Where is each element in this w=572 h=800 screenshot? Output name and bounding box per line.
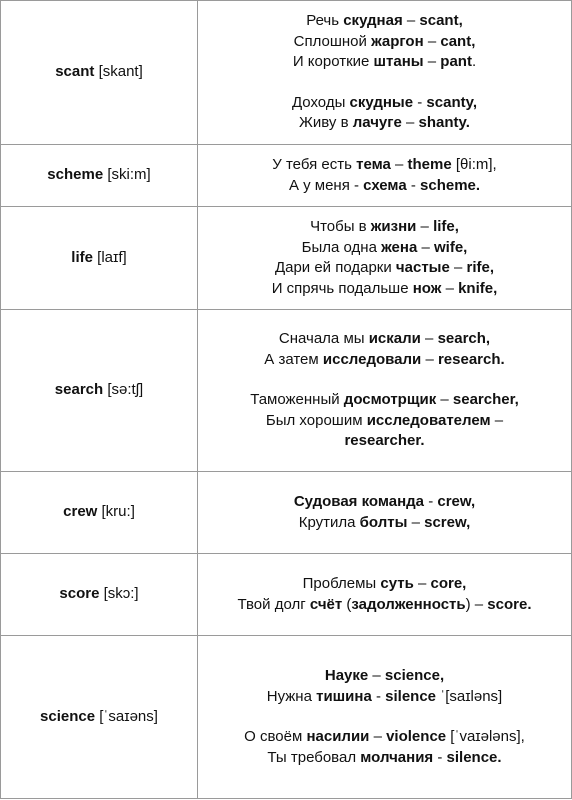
line-text: Нужна <box>266 687 317 705</box>
rhyme-cell <box>198 310 572 472</box>
english-word: science <box>40 707 96 725</box>
keyword: shanty. <box>418 114 470 132</box>
rhyme-line <box>198 431 571 452</box>
rhyme-line <box>198 11 571 32</box>
table-row <box>1 472 572 554</box>
line-text: – <box>401 114 419 132</box>
english-word: scheme <box>47 166 104 184</box>
keyword: scant, <box>419 12 463 30</box>
word-cell <box>1 554 198 636</box>
line-text: – <box>402 12 420 30</box>
keyword: жизни <box>370 218 417 235</box>
stanza-gap <box>198 370 571 390</box>
rhyme-line <box>198 258 571 279</box>
keyword: scanty, <box>426 93 478 111</box>
rhyme-line <box>198 279 571 300</box>
vocabulary-table-body <box>1 1 572 799</box>
line-text: – <box>369 728 387 745</box>
rhyme-line <box>198 492 571 513</box>
keyword: схема <box>363 176 407 194</box>
rhyme-line <box>198 176 571 197</box>
keyword: исследовали <box>322 350 422 368</box>
english-word: crew <box>63 503 98 521</box>
keyword: theme <box>407 156 452 173</box>
line-text: - <box>413 93 427 111</box>
english-word: life <box>71 248 93 266</box>
keyword: скудные <box>349 93 414 111</box>
rhyme-cell <box>198 145 572 207</box>
rhyme-cell <box>198 207 572 310</box>
line-text: [θi:m], <box>451 156 497 173</box>
rhyme-line <box>198 32 571 53</box>
line-text: - <box>424 493 438 510</box>
line-text: – <box>416 218 434 235</box>
rhyme-line <box>198 217 571 238</box>
line-text: – <box>423 53 441 71</box>
keyword: счёт <box>309 595 343 613</box>
line-text: - <box>433 748 447 766</box>
line-text: А у меня - <box>288 176 364 194</box>
keyword: скудная <box>343 12 403 30</box>
keyword: research. <box>437 350 505 368</box>
keyword: rife, <box>466 259 495 276</box>
rhyme-line <box>198 727 571 748</box>
rhyme-cell <box>198 1 572 145</box>
keyword: тема <box>356 156 391 173</box>
transcription: [skɔ:] <box>103 585 139 603</box>
line-text: – <box>407 513 425 531</box>
keyword: science, <box>384 667 445 684</box>
keyword: нож <box>412 279 442 297</box>
line-text: Ты требовал <box>267 748 361 766</box>
line-text: – <box>423 32 441 50</box>
english-word: search <box>54 381 104 399</box>
keyword: Судовая команда <box>293 493 425 510</box>
line-text: ( <box>342 595 352 613</box>
line-text: Таможенный <box>250 391 344 409</box>
keyword: researcher. <box>344 432 425 450</box>
word-cell <box>1 472 198 554</box>
line-text: А затем <box>264 350 323 368</box>
keyword: score. <box>487 595 532 613</box>
keyword: жена <box>381 238 418 256</box>
table-row <box>1 554 572 636</box>
word-cell <box>1 636 198 799</box>
keyword: search, <box>437 330 491 348</box>
keyword: тишина <box>316 687 372 705</box>
word-cell <box>1 145 198 207</box>
keyword: исследователем <box>366 411 491 429</box>
keyword: cant, <box>440 32 476 50</box>
line-text: И спрячь подальше <box>271 279 413 297</box>
rhyme-line <box>198 687 571 708</box>
line-text: – <box>420 330 438 348</box>
word-cell <box>1 1 198 145</box>
line-text: Была одна <box>301 238 382 256</box>
word-cell <box>1 310 198 472</box>
line-text: ) – <box>465 595 488 613</box>
table-row <box>1 310 572 472</box>
keyword: насилии <box>306 728 370 745</box>
keyword: core, <box>430 575 467 592</box>
line-text: – <box>413 575 431 592</box>
line-text: И короткие <box>292 53 374 71</box>
transcription: [ˈsaɪəns] <box>99 707 158 725</box>
transcription: [ski:m] <box>107 166 151 184</box>
keyword: частые <box>395 259 450 276</box>
line-text: - <box>406 176 421 194</box>
line-text: Твой долг <box>237 595 310 613</box>
line-text: Дари ей подарки <box>274 259 396 276</box>
keyword: задолженность <box>351 595 466 613</box>
keyword: pant <box>440 53 472 71</box>
line-text: [ˈvaɪələns], <box>446 728 525 745</box>
line-text: Чтобы в <box>310 218 371 235</box>
keyword: молчания <box>360 748 434 766</box>
keyword: лачуге <box>352 114 402 132</box>
line-text: – <box>436 391 453 409</box>
line-text: Речь <box>306 12 344 30</box>
keyword: screw, <box>424 513 471 531</box>
rhyme-line <box>198 93 571 114</box>
rhyme-line <box>198 155 571 176</box>
line-text: – <box>390 156 408 173</box>
rhyme-line <box>198 390 571 411</box>
line-text: – <box>441 279 459 297</box>
line-text: . <box>471 53 477 71</box>
line-text: О своём <box>244 728 307 745</box>
english-word: score <box>59 585 100 603</box>
keyword: wife, <box>433 238 468 256</box>
line-text: Крутила <box>298 513 360 531</box>
line-text: – <box>449 259 467 276</box>
keyword: silence <box>385 687 437 705</box>
transcription: [skant] <box>98 63 143 81</box>
keyword: Науке <box>324 667 369 684</box>
line-text: ˈ[saɪləns] <box>436 687 503 705</box>
rhyme-line <box>198 350 571 371</box>
line-text: – <box>490 411 504 429</box>
rhyme-line <box>198 595 571 616</box>
line-text: – <box>421 350 438 368</box>
keyword: searcher, <box>452 391 519 409</box>
rhyme-line <box>198 329 571 350</box>
rhyme-line <box>198 113 571 134</box>
rhyme-line <box>198 513 571 534</box>
english-word: scant <box>55 63 95 81</box>
line-text: – <box>368 667 385 684</box>
table-row <box>1 145 572 207</box>
keyword: crew, <box>437 493 476 510</box>
rhyme-line <box>198 574 571 595</box>
keyword: жаргон <box>371 32 424 50</box>
keyword: штаны <box>373 53 424 71</box>
rhyme-line <box>198 52 571 73</box>
keyword: искали <box>368 330 421 348</box>
keyword: knife, <box>458 279 498 297</box>
rhyme-line <box>198 411 571 432</box>
line-text: Сначала мы <box>278 330 369 348</box>
rhyme-cell <box>198 636 572 799</box>
keyword: суть <box>380 575 414 592</box>
keyword: scheme. <box>420 176 481 194</box>
keyword: life, <box>433 218 459 235</box>
transcription: [laɪf] <box>97 248 127 266</box>
line-text: Доходы <box>291 93 350 111</box>
line-text: У тебя есть <box>272 156 357 173</box>
keyword: досмотрщик <box>343 391 437 409</box>
line-text: - <box>371 687 386 705</box>
transcription: [sə:tʃ] <box>107 381 144 399</box>
keyword: болты <box>359 513 408 531</box>
line-text: Проблемы <box>302 575 381 592</box>
word-cell <box>1 207 198 310</box>
table-row <box>1 1 572 145</box>
stanza-gap <box>198 73 571 93</box>
transcription: [kru:] <box>101 503 135 521</box>
rhyme-line <box>198 666 571 687</box>
rhyme-line <box>198 238 571 259</box>
keyword: silence. <box>446 748 502 766</box>
table-row <box>1 636 572 799</box>
stanza-gap <box>198 707 571 727</box>
line-text: Живу в <box>299 114 353 132</box>
rhyme-cell <box>198 554 572 636</box>
rhyme-line <box>198 748 571 769</box>
line-text: Сплошной <box>293 32 372 50</box>
line-text: Был хорошим <box>265 411 367 429</box>
line-text: – <box>417 238 434 256</box>
rhyme-cell <box>198 472 572 554</box>
table-row <box>1 207 572 310</box>
keyword: violence <box>386 728 447 745</box>
